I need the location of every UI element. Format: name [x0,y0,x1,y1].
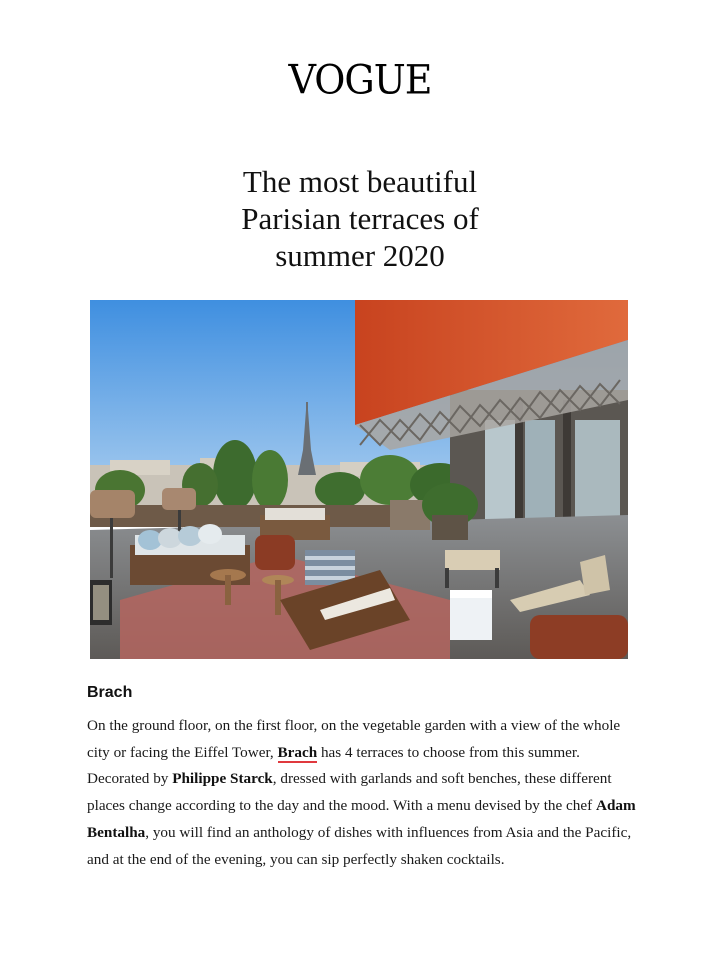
brach-link[interactable]: Brach [277,743,318,761]
designer-name: Philippe Starck [172,770,273,788]
article-paragraph [87,713,637,873]
headline-line-1: The most beautiful [242,164,478,199]
vogue-logo[interactable]: VOGUE [288,56,432,104]
headline-line-2: Parisian terraces of [241,201,479,236]
paragraph-text-3: , dressed with garlands and soft benches, these different places change according to the day and the mood. With a menu devised by the chef [87,770,612,815]
rooftop-terrace-photo-icon [90,300,628,659]
paragraph-text-1: On the ground floor, on the first floor, on the vegetable garden with a view of the whole city or facing the Eiffel Tower, [87,717,621,761]
section-title-brach: Brach [87,684,133,701]
headline-line-3: summer 2020 [275,238,445,273]
hero-image [90,300,628,659]
paragraph-text-4: , you will find an anthology of dishes with influences from Asia and the Pacific, and at the end of the evening, you can sip perfectly shaken cocktails. [87,823,632,868]
paragraph-text-2: has 4 terraces to choose from this summer. Decorated by [87,743,580,788]
article-headline [160,163,560,274]
chef-name: Adam Bentalha [87,797,636,841]
